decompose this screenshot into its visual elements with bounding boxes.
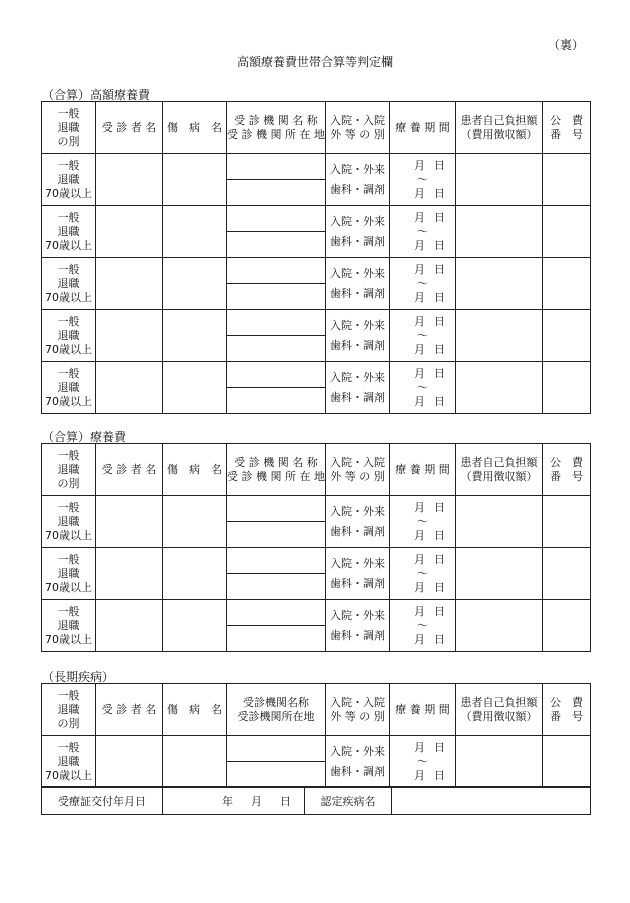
header-burden: 患者自己負担額 （費用徴収額）: [456, 444, 543, 496]
patient-burden-field[interactable]: [456, 736, 543, 788]
facility-name-field[interactable]: [227, 310, 325, 336]
day-unit: 日: [434, 158, 445, 172]
facility-address-field[interactable]: [227, 284, 325, 309]
month-unit: 月: [414, 528, 425, 542]
public-expense-number-field[interactable]: [543, 154, 591, 206]
facility-address-field[interactable]: [227, 336, 325, 361]
class-cell: 一般 退職 70歳以上: [42, 736, 96, 788]
inout-option-hospital-outpatient[interactable]: 入院・外来: [330, 608, 385, 622]
day-unit: 日: [434, 366, 445, 380]
patient-name-field[interactable]: [96, 736, 163, 788]
period-field[interactable]: [390, 154, 456, 206]
entry-row: [42, 600, 591, 652]
inout-option-hospital-outpatient[interactable]: 入院・外来: [330, 556, 385, 570]
month-unit: 月: [251, 794, 262, 808]
range-tilde: ～: [417, 276, 428, 290]
entry-row: [42, 206, 591, 258]
public-expense-number-field[interactable]: [543, 362, 591, 414]
public-expense-number-field[interactable]: [543, 548, 591, 600]
header-class: 一般 退職 の別: [42, 444, 96, 496]
facility-address-field[interactable]: [227, 388, 325, 413]
facility-cell: [227, 736, 326, 788]
month-unit: 月: [414, 768, 425, 782]
inout-option-dental-pharmacy[interactable]: 歯科・調剤: [330, 286, 385, 300]
month-unit: 月: [414, 314, 425, 328]
facility-name-field[interactable]: [227, 258, 325, 284]
patient-name-field[interactable]: [96, 154, 163, 206]
certified-disease-label: 認定疾病名: [305, 787, 392, 815]
header-facility: 受診機関名称 受診機関所在地: [227, 684, 326, 736]
certificate-date-field[interactable]: [163, 787, 305, 815]
day-unit: 日: [434, 314, 445, 328]
inout-cell: [326, 496, 390, 548]
header-disease: 傷 病 名: [163, 102, 227, 154]
public-expense-number-field[interactable]: [543, 496, 591, 548]
inout-option-hospital-outpatient[interactable]: 入院・外来: [330, 214, 385, 228]
public-expense-number-field[interactable]: [543, 206, 591, 258]
inout-option-dental-pharmacy[interactable]: 歯科・調剤: [330, 628, 385, 642]
facility-address-field[interactable]: [227, 522, 325, 547]
class-cell: 一般 退職 70歳以上: [42, 496, 96, 548]
public-expense-number-field[interactable]: [543, 736, 591, 788]
range-tilde: ～: [417, 514, 428, 528]
facility-name-field[interactable]: [227, 154, 325, 180]
header-facility: 受 診 機 関 名 称 受 診 機 関 所 在 地: [227, 102, 326, 154]
inout-cell: [326, 736, 390, 788]
facility-address-field[interactable]: [227, 762, 325, 787]
header-patient: 受 診 者 名: [96, 684, 163, 736]
header-burden: 患者自己負担額 （費用徴収額）: [456, 684, 543, 736]
patient-name-field[interactable]: [96, 496, 163, 548]
header-patient: 受 診 者 名: [96, 102, 163, 154]
patient-name-field[interactable]: [96, 600, 163, 652]
header-public-expense: 公 費 番 号: [543, 684, 591, 736]
section-title-long-term-disease: （長期疾病）: [42, 670, 115, 684]
patient-name-field[interactable]: [96, 206, 163, 258]
disease-name-field[interactable]: [163, 206, 227, 258]
range-tilde: ～: [417, 380, 428, 394]
header-class: 一般 退職 の別: [42, 684, 96, 736]
period-field[interactable]: [390, 600, 456, 652]
patient-burden-field[interactable]: [456, 600, 543, 652]
disease-name-field[interactable]: [163, 310, 227, 362]
month-unit: 月: [414, 238, 425, 252]
month-unit: 月: [414, 580, 425, 594]
period-field[interactable]: [390, 310, 456, 362]
inout-option-hospital-outpatient[interactable]: 入院・外来: [330, 504, 385, 518]
day-unit: 日: [434, 740, 445, 754]
patient-burden-field[interactable]: [456, 154, 543, 206]
table-combined-medical: [41, 443, 591, 652]
class-cell: 一般 退職 70歳以上: [42, 258, 96, 310]
inout-option-hospital-outpatient[interactable]: 入院・外来: [330, 266, 385, 280]
disease-name-field[interactable]: [163, 258, 227, 310]
range-tilde: ～: [417, 172, 428, 186]
entry-row: [42, 154, 591, 206]
inout-cell: [326, 600, 390, 652]
header-row: [42, 102, 591, 154]
header-period: 療 養 期 間: [390, 684, 456, 736]
disease-name-field[interactable]: [163, 154, 227, 206]
header-inout: 入院・入院 外 等 の 別: [326, 684, 390, 736]
inout-option-dental-pharmacy[interactable]: 歯科・調剤: [330, 182, 385, 196]
disease-name-field[interactable]: [163, 548, 227, 600]
facility-name-field[interactable]: [227, 206, 325, 232]
inout-option-hospital-outpatient[interactable]: 入院・外来: [330, 370, 385, 384]
day-unit: 日: [434, 604, 445, 618]
header-patient: 受 診 者 名: [96, 444, 163, 496]
class-cell: 一般 退職 70歳以上: [42, 600, 96, 652]
header-public-expense: 公 費 番 号: [543, 102, 591, 154]
day-unit: 日: [434, 186, 445, 200]
inout-cell: [326, 258, 390, 310]
patient-name-field[interactable]: [96, 362, 163, 414]
page-title: 高額療養費世帯合算等判定欄: [236, 55, 393, 69]
certified-disease-field[interactable]: [392, 787, 591, 815]
facility-name-field[interactable]: [227, 496, 325, 522]
day-unit: 日: [434, 290, 445, 304]
month-unit: 月: [414, 500, 425, 514]
inout-cell: [326, 206, 390, 258]
entry-row: [42, 736, 591, 788]
inout-cell: [326, 154, 390, 206]
facility-address-field[interactable]: [227, 574, 325, 599]
entry-row: [42, 362, 591, 414]
header-row: [42, 684, 591, 736]
inout-option-hospital-outpatient[interactable]: 入院・外来: [330, 744, 385, 758]
range-tilde: ～: [417, 224, 428, 238]
facility-cell: [227, 362, 326, 414]
inout-option-dental-pharmacy[interactable]: 歯科・調剤: [330, 524, 385, 538]
month-unit: 月: [414, 186, 425, 200]
facility-cell: [227, 496, 326, 548]
entry-row: [42, 310, 591, 362]
header-period: 療 養 期 間: [390, 102, 456, 154]
disease-name-field[interactable]: [163, 362, 227, 414]
range-tilde: ～: [417, 566, 428, 580]
patient-name-field[interactable]: [96, 258, 163, 310]
facility-address-field[interactable]: [227, 626, 325, 651]
inout-cell: [326, 362, 390, 414]
patient-burden-field[interactable]: [456, 548, 543, 600]
class-cell: 一般 退職 70歳以上: [42, 154, 96, 206]
month-unit: 月: [414, 394, 425, 408]
patient-burden-field[interactable]: [456, 496, 543, 548]
period-field[interactable]: [390, 362, 456, 414]
facility-name-field[interactable]: [227, 736, 325, 762]
certificate-date-label: 受療証交付年月日: [42, 787, 163, 815]
day-unit: 日: [434, 768, 445, 782]
entry-row: [42, 548, 591, 600]
header-inout: 入院・入院 外 等 の 別: [326, 102, 390, 154]
period-field[interactable]: [390, 548, 456, 600]
facility-cell: [227, 258, 326, 310]
month-unit: 月: [414, 740, 425, 754]
header-disease: 傷 病 名: [163, 444, 227, 496]
entry-row: [42, 496, 591, 548]
inout-option-hospital-outpatient[interactable]: 入院・外来: [330, 318, 385, 332]
month-unit: 月: [414, 158, 425, 172]
facility-name-field[interactable]: [227, 548, 325, 574]
month-unit: 月: [414, 210, 425, 224]
day-unit: 日: [434, 262, 445, 276]
facility-name-field[interactable]: [227, 362, 325, 388]
inout-option-dental-pharmacy[interactable]: 歯科・調剤: [330, 338, 385, 352]
header-row: [42, 444, 591, 496]
facility-cell: [227, 154, 326, 206]
header-burden: 患者自己負担額 （費用徴収額）: [456, 102, 543, 154]
public-expense-number-field[interactable]: [543, 600, 591, 652]
facility-address-field[interactable]: [227, 232, 325, 257]
reverse-side-mark: （裏）: [547, 38, 584, 52]
day-unit: 日: [434, 238, 445, 252]
header-period: 療 養 期 間: [390, 444, 456, 496]
disease-name-field[interactable]: [163, 496, 227, 548]
inout-option-hospital-outpatient[interactable]: 入院・外来: [330, 162, 385, 176]
day-unit: 日: [434, 580, 445, 594]
facility-cell: [227, 600, 326, 652]
day-unit: 日: [434, 632, 445, 646]
header-public-expense: 公 費 番 号: [543, 444, 591, 496]
inout-option-dental-pharmacy[interactable]: 歯科・調剤: [330, 764, 385, 778]
facility-cell: [227, 206, 326, 258]
public-expense-number-field[interactable]: [543, 310, 591, 362]
header-facility: 受 診 機 関 名 称 受 診 機 関 所 在 地: [227, 444, 326, 496]
inout-option-dental-pharmacy[interactable]: 歯科・調剤: [330, 234, 385, 248]
disease-name-field[interactable]: [163, 600, 227, 652]
patient-burden-field[interactable]: [456, 206, 543, 258]
patient-burden-field[interactable]: [456, 258, 543, 310]
day-unit: 日: [434, 528, 445, 542]
disease-name-field[interactable]: [163, 736, 227, 788]
period-field[interactable]: [390, 206, 456, 258]
day-unit: 日: [280, 794, 291, 808]
inout-cell: [326, 548, 390, 600]
patient-name-field[interactable]: [96, 548, 163, 600]
month-unit: 月: [414, 290, 425, 304]
section-title-combined-medical: （合算）療養費: [42, 430, 127, 444]
day-unit: 日: [434, 394, 445, 408]
day-unit: 日: [434, 552, 445, 566]
facility-cell: [227, 310, 326, 362]
class-cell: 一般 退職 70歳以上: [42, 310, 96, 362]
public-expense-number-field[interactable]: [543, 258, 591, 310]
class-cell: 一般 退職 70歳以上: [42, 206, 96, 258]
class-cell: 一般 退職 70歳以上: [42, 362, 96, 414]
day-unit: 日: [434, 500, 445, 514]
period-field[interactable]: [390, 736, 456, 788]
month-unit: 月: [414, 342, 425, 356]
table-long-term-disease: [41, 683, 591, 788]
month-unit: 月: [414, 632, 425, 646]
range-tilde: ～: [417, 618, 428, 632]
period-field[interactable]: [390, 496, 456, 548]
day-unit: 日: [434, 342, 445, 356]
year-unit: 年: [222, 794, 233, 808]
certificate-footer: [41, 786, 591, 815]
section-title-combined-high-cost: （合算）高額療養費: [42, 88, 151, 102]
day-unit: 日: [434, 210, 445, 224]
period-field[interactable]: [390, 258, 456, 310]
range-tilde: ～: [417, 328, 428, 342]
entry-row: [42, 258, 591, 310]
facility-cell: [227, 548, 326, 600]
header-class: 一般 退職 の別: [42, 102, 96, 154]
month-unit: 月: [414, 552, 425, 566]
month-unit: 月: [414, 262, 425, 276]
range-tilde: ～: [417, 754, 428, 768]
month-unit: 月: [414, 366, 425, 380]
patient-burden-field[interactable]: [456, 310, 543, 362]
header-disease: 傷 病 名: [163, 684, 227, 736]
header-inout: 入院・入院 外 等 の 別: [326, 444, 390, 496]
facility-name-field[interactable]: [227, 600, 325, 626]
class-cell: 一般 退職 70歳以上: [42, 548, 96, 600]
patient-burden-field[interactable]: [456, 362, 543, 414]
inout-cell: [326, 310, 390, 362]
patient-name-field[interactable]: [96, 310, 163, 362]
month-unit: 月: [414, 604, 425, 618]
inout-option-dental-pharmacy[interactable]: 歯科・調剤: [330, 576, 385, 590]
facility-address-field[interactable]: [227, 180, 325, 205]
inout-option-dental-pharmacy[interactable]: 歯科・調剤: [330, 390, 385, 404]
table-combined-high-cost: [41, 101, 591, 414]
